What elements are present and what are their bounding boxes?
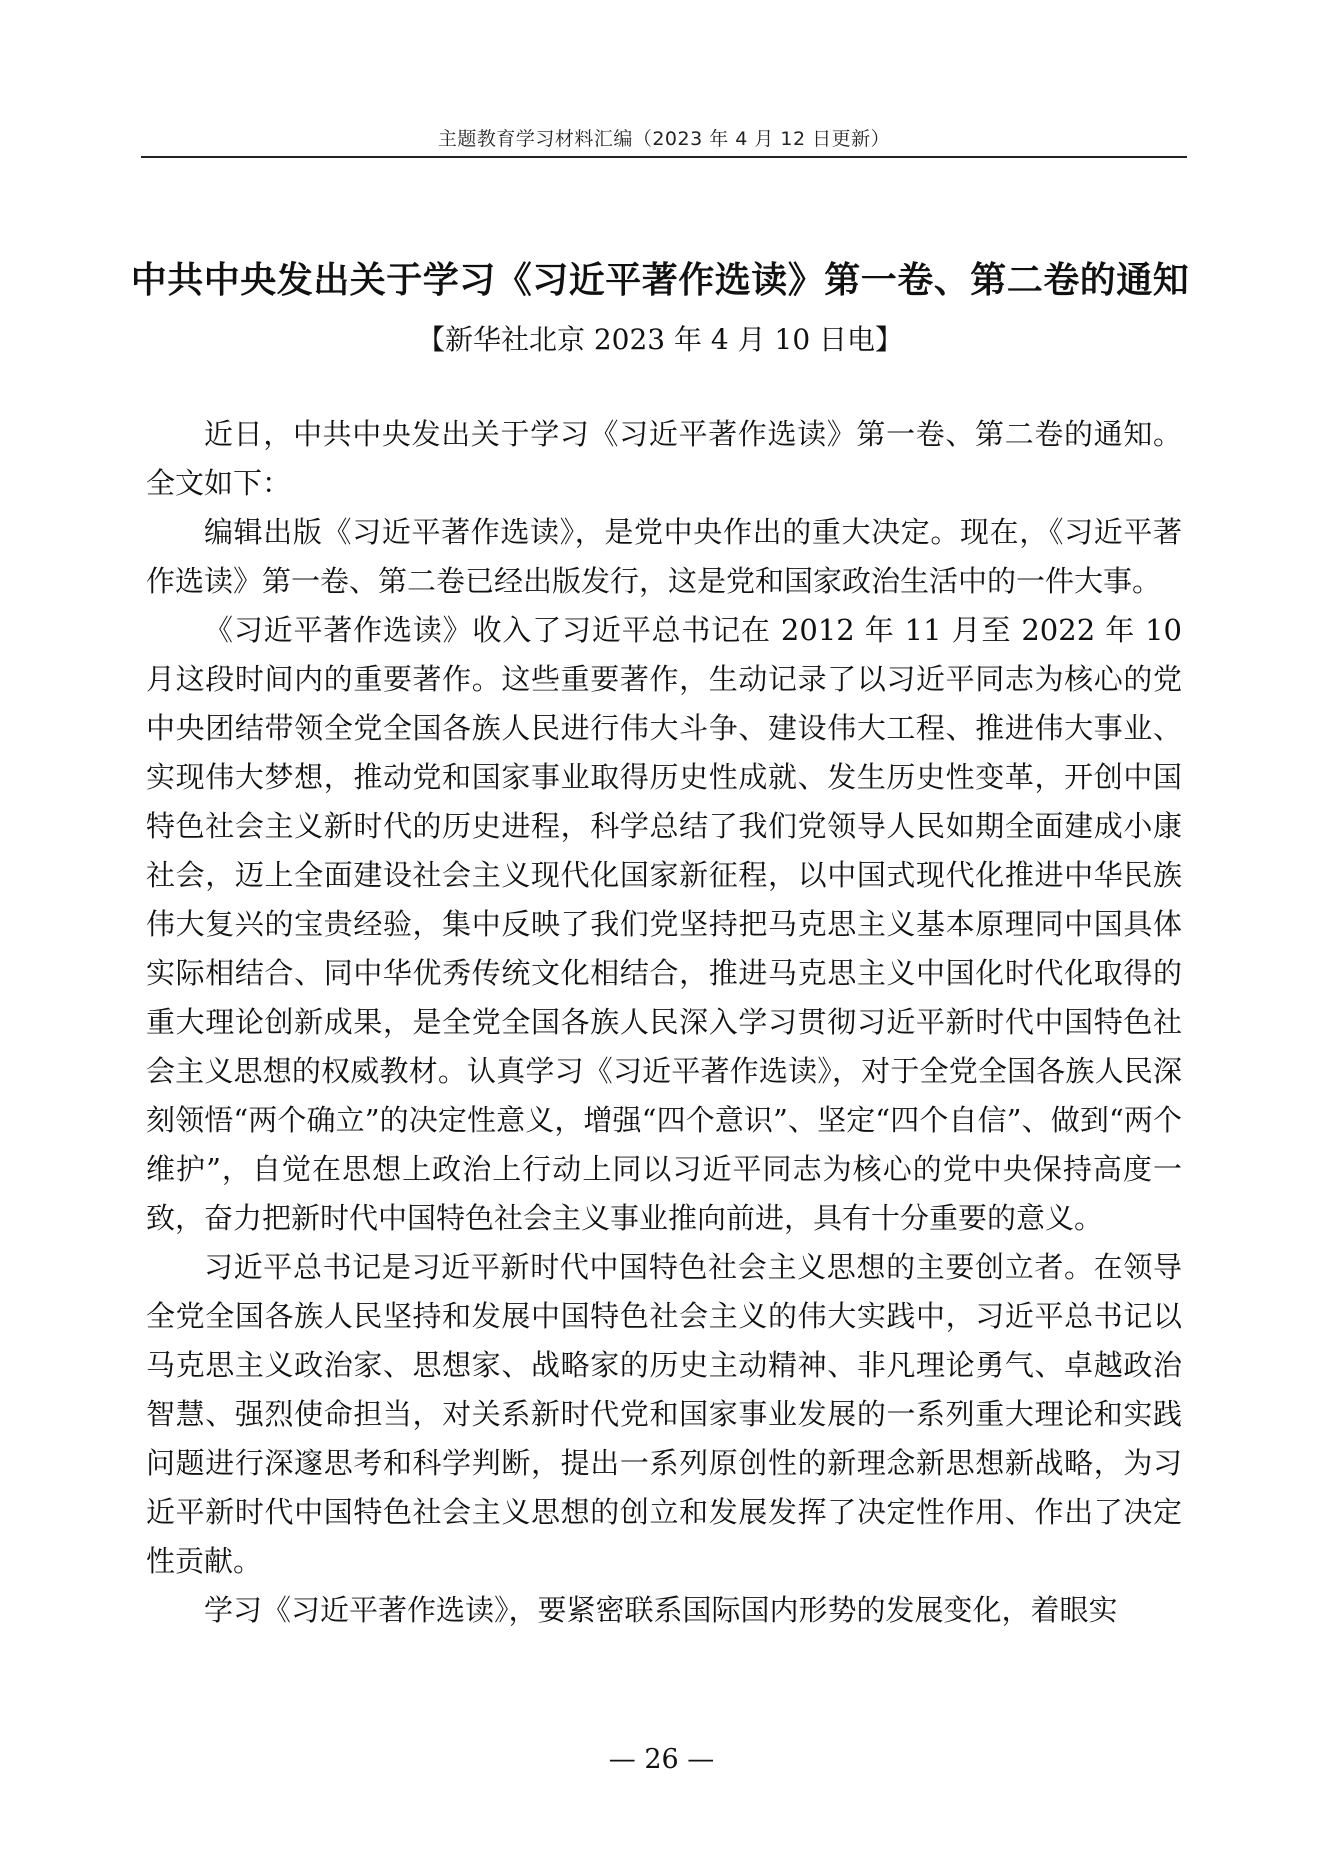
page-number: — 26 — [608,1744,715,1775]
body-paragraph: 编辑出版《习近平著作选读》，是党中央作出的重大决定。现在，《习近平著作选读》第一卷、第二卷已经出版发行，这是党和国家政治生活中的一件大事。 [146,515,1182,598]
body-paragraph: 学习《习近平著作选读》，要紧密联系国际国内形势的发展变化，着眼实 [204,1593,1118,1627]
body-paragraph: 习近平总书记是习近平新时代中国特色社会主义思想的主要创立者。在领导全党全国各族人民坚持和发展中国特色社会主义的伟大实践中，习近平总书记以马克思主义政治家、思想家、战略家的历史主动精神、非凡理论勇气、卓越政治智慧、强烈使命担当，对关系新时代党和国家事业发展的一系列重大理论和实践问题进行深邃思考和科学判断，提出一系列原创性的新理念新思想新战略，为习近平新时代中国特色社会主义思想的创立和发展发挥了决定性作用、作出了决定性贡献。 [146,1250,1182,1578]
article-title: 中共中央发出关于学习《习近平著作选读》第一卷、第二卷的通知 [130,259,1190,301]
header-divider [141,156,1187,158]
article-body [146,410,1182,1635]
running-header: 主题教育学习材料汇编（2023 年 4 月 12 日更新） [437,128,891,150]
body-paragraph: 《习近平著作选读》收入了习近平总书记在 2012 年 11 月至 2022 年 10 月这段时间内的重要著作。这些重要著作，生动记录了以习近平同志为核心的党中央团结带领全党全国各族人民进行伟大斗争、建设伟大工程、推进伟大事业、实现伟大梦想，推动党和国家事业取得历史性成就、发生历史性变革，开创中国特色社会主义新时代的历史进程，科学总结了我们党领导人民如期全面建成小康社会，迈上全面建设社会主义现代化国家新征程，以中国式现代化推进中华民族伟大复兴的宝贵经验，集中反映了我们党坚持把马克思主义基本原理同中国具体实际相结合、同中华优秀传统文化相结合，推进马克思主义中国化时代化取得的重大理论创新成果，是全党全国各族人民深入学习贯彻习近平新时代中国特色社会主义思想的权威教材。认真学习《习近平著作选读》，对于全党全国各族人民深刻领悟“两个确立”的决定性意义，增强“四个意识”、坚定“四个自信”、做到“两个维护”，自觉在思想上政治上行动上同以习近平同志为核心的党中央保持高度一致，奋力把新时代中国特色社会主义事业推向前进，具有十分重要的意义。 [146,613,1182,1235]
article-dateline: 【新华社北京 2023 年 4 月 10 日电】 [416,323,904,356]
body-paragraph: 近日，中共中央发出关于学习《习近平著作选读》第一卷、第二卷的通知。全文如下： [146,417,1182,500]
